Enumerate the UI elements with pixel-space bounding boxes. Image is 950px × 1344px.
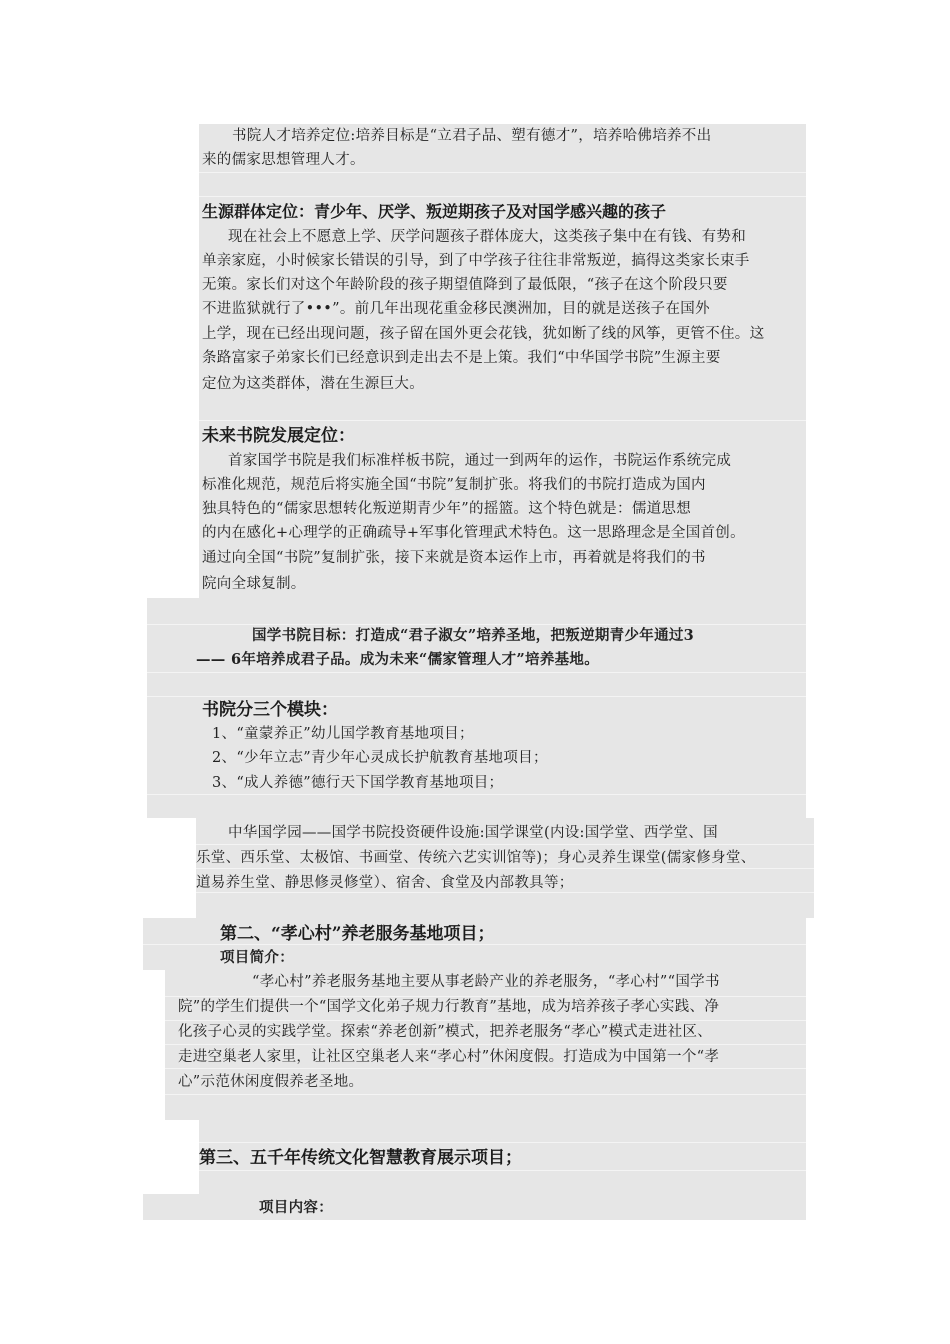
paragraph-line: 化孩子心灵的实践学堂。探索“养老创新”模式，把养老服务“孝心”模式走进社区、	[178, 1024, 713, 1040]
paragraph-line: 定位为这类群体，潜在生源巨大。	[202, 376, 424, 392]
paragraph-line: 上学，现在已经出现问题，孩子留在国外更会花钱，犹如断了线的风筝，更管不住。这	[202, 326, 765, 342]
goal-line: —— 6年培养成君子品。成为未来“儒家管理人才”培养基地。	[196, 651, 600, 668]
paragraph-line: 走进空巢老人家里，让社区空巢老人来“孝心村”休闲度假。打造成为中国第一个“孝	[178, 1049, 720, 1065]
project2-heading: 第二、“孝心村”养老服务基地项目；	[220, 924, 495, 944]
section-heading-future: 未来书院发展定位：	[202, 426, 355, 446]
section-heading-source: 生源群体定位：青少年、厌学、叛逆期孩子及对国学感兴趣的孩子	[202, 202, 667, 221]
paragraph-line: 现在社会上不愿意上学、厌学问题孩子群体庞大，这类孩子集中在有钱、有势和	[228, 229, 746, 245]
paragraph-line: 首家国学书院是我们标准样板书院，通过一到两年的运作，书院运作系统完成	[228, 453, 732, 469]
intro-line: 来的儒家思想管理人才。	[202, 152, 365, 168]
paragraph-line: 无策。家长们对这个年龄阶段的孩子期望值降到了最低限，“孩子在这个阶段只要	[202, 277, 728, 293]
module-item: 3、“成人养德”德行天下国学教育基地项目；	[212, 775, 504, 791]
facilities-line: 中华国学园——国学书院投资硬件设施:国学课堂(内设:国学堂、西学堂、国	[228, 825, 718, 841]
facilities-line: 道易养生堂、静思修灵修堂）、宿舍、食堂及内部教具等；	[196, 875, 574, 891]
modules-heading: 书院分三个模块：	[202, 700, 338, 720]
facilities-line: 乐堂、西乐堂、太极馆、书画堂、传统六艺实训馆等)；身心灵养生课堂(儒家修身堂、	[196, 850, 756, 866]
shade-block-project3-content	[143, 1194, 806, 1220]
paragraph-line: 不进监狱就行了•••”。前几年出现花重金移民澳洲加，目的就是送孩子在国外	[202, 301, 710, 317]
paragraph-line: 通过向全国“书院”复制扩张，接下来就是资本运作上市，再着就是将我们的书	[202, 550, 706, 566]
paragraph-line: 院向全球复制。	[202, 576, 306, 592]
intro-line: 书院人才培养定位:培养目标是“立君子品、塑有德才”，培养哈佛培养不出	[232, 128, 712, 144]
goal-line: 国学书院目标：打造成“君子淑女”培养圣地，把叛逆期青少年通过3	[252, 627, 695, 644]
project2-subheading: 项目简介：	[220, 949, 294, 966]
paragraph-line: 心”示范休闲度假养老圣地。	[178, 1074, 364, 1090]
project3-subheading: 项目内容：	[259, 1199, 333, 1216]
paragraph-line: 的内在感化+心理学的正确疏导+军事化管理武术特色。这一思路理念是全国首创。	[202, 525, 745, 541]
paragraph-line: 标准化规范，规范后将实施全国“书院”复制扩张。将我们的书院打造成为国内	[202, 477, 706, 493]
paragraph-line: 单亲家庭，小时候家长错误的引导，到了中学孩子往往非常叛逆，搞得这类家长束手	[202, 253, 750, 269]
project3-heading: 第三、五千年传统文化智慧教育展示项目；	[199, 1148, 522, 1168]
paragraph-line: 院”的学生们提供一个“国学文化弟子规力行教育”基地，成为培养孩子孝心实践、净	[178, 999, 720, 1015]
module-item: 2、“少年立志”青少年心灵成长护航教育基地项目；	[212, 750, 548, 766]
paragraph-line: 条路富家子弟家长们已经意识到走出去不是上策。我们“中华国学书院”生源主要	[202, 350, 721, 366]
paragraph-line: 独具特色的“儒家思想转化叛逆期青少年”的摇篮。这个特色就是：儒道思想	[202, 501, 692, 517]
module-item: 1、“童蒙养正”幼儿国学教育基地项目；	[212, 726, 474, 742]
paragraph-line: “孝心村”养老服务基地主要从事老龄产业的养老服务，“孝心村”“国学书	[252, 974, 720, 990]
